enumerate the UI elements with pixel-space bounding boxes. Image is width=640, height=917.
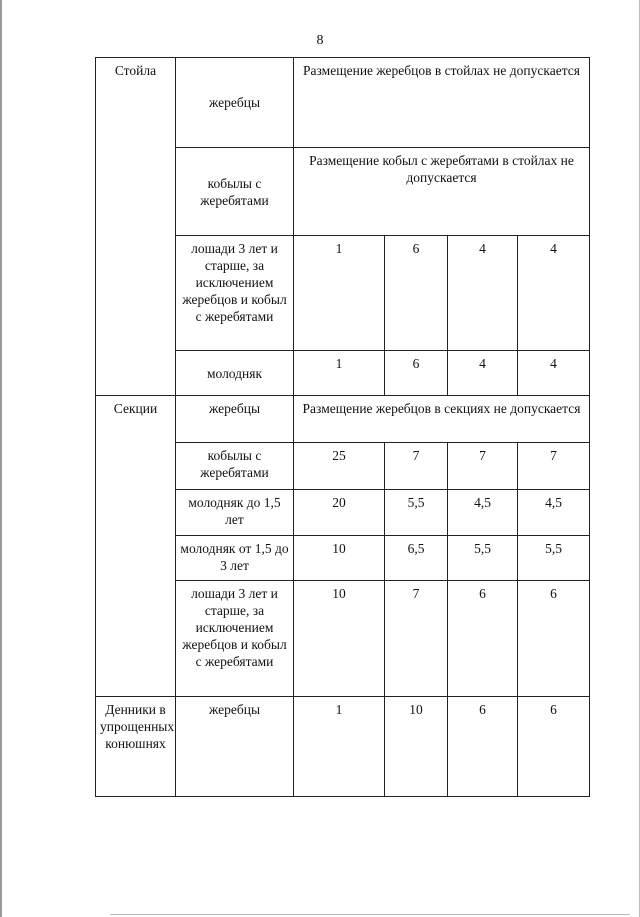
animal-label: жеребцы bbox=[176, 58, 294, 148]
value-cell: 7 bbox=[385, 581, 448, 697]
animal-label: жеребцы bbox=[176, 697, 294, 797]
value-cell: 5,5 bbox=[518, 536, 590, 581]
value-cell: 7 bbox=[518, 443, 590, 490]
page-number: 8 bbox=[316, 33, 324, 48]
value-cell: 4 bbox=[518, 351, 590, 396]
value-cell: 4,5 bbox=[518, 490, 590, 536]
value-cell: 4 bbox=[448, 351, 518, 396]
value-cell: 4 bbox=[448, 236, 518, 351]
value-cell: 1 bbox=[294, 697, 385, 797]
value-cell: 5,5 bbox=[385, 490, 448, 536]
scan-edge-left bbox=[0, 0, 2, 917]
value-cell: 6 bbox=[385, 351, 448, 396]
animal-label: кобылы с жеребятами bbox=[176, 443, 294, 490]
housing-norms-table bbox=[95, 57, 590, 797]
scan-edge-bottom bbox=[110, 914, 630, 915]
table-row bbox=[96, 697, 590, 797]
value-cell: 1 bbox=[294, 236, 385, 351]
animal-label: кобылы с жеребятами bbox=[176, 148, 294, 236]
animal-label: молодняк bbox=[176, 351, 294, 396]
value-cell: 6 bbox=[385, 236, 448, 351]
restriction-note: Размещение жеребцов в секциях не допускается bbox=[294, 396, 590, 443]
value-cell: 10 bbox=[294, 536, 385, 581]
value-cell: 4 bbox=[518, 236, 590, 351]
animal-label: лошади 3 лет и старше, за исключением жеребцов и кобыл с жеребятами bbox=[176, 581, 294, 697]
group-label-sections: Секции bbox=[96, 396, 176, 697]
value-cell: 6 bbox=[448, 697, 518, 797]
group-label-pens: Денники в упрощенных конюшнях bbox=[96, 697, 176, 797]
restriction-note: Размещение жеребцов в стойлах не допускается bbox=[294, 58, 590, 148]
value-cell: 7 bbox=[448, 443, 518, 490]
value-cell: 25 bbox=[294, 443, 385, 490]
value-cell: 10 bbox=[294, 581, 385, 697]
animal-label: молодняк от 1,5 до 3 лет bbox=[176, 536, 294, 581]
table-row bbox=[96, 58, 590, 148]
animal-label: жеребцы bbox=[176, 396, 294, 443]
value-cell: 6 bbox=[518, 697, 590, 797]
restriction-note: Размещение кобыл с жеребятами в стойлах не допускается bbox=[294, 148, 590, 236]
animal-label: лошади 3 лет и старше, за исключением жеребцов и кобыл с жеребятами bbox=[176, 236, 294, 351]
value-cell: 7 bbox=[385, 443, 448, 490]
value-cell: 1 bbox=[294, 351, 385, 396]
value-cell: 4,5 bbox=[448, 490, 518, 536]
value-cell: 6,5 bbox=[385, 536, 448, 581]
value-cell: 10 bbox=[385, 697, 448, 797]
value-cell: 5,5 bbox=[448, 536, 518, 581]
table-row bbox=[96, 396, 590, 443]
value-cell: 6 bbox=[518, 581, 590, 697]
value-cell: 6 bbox=[448, 581, 518, 697]
group-label-stalls: Стойла bbox=[96, 58, 176, 396]
value-cell: 20 bbox=[294, 490, 385, 536]
animal-label: молодняк до 1,5 лет bbox=[176, 490, 294, 536]
